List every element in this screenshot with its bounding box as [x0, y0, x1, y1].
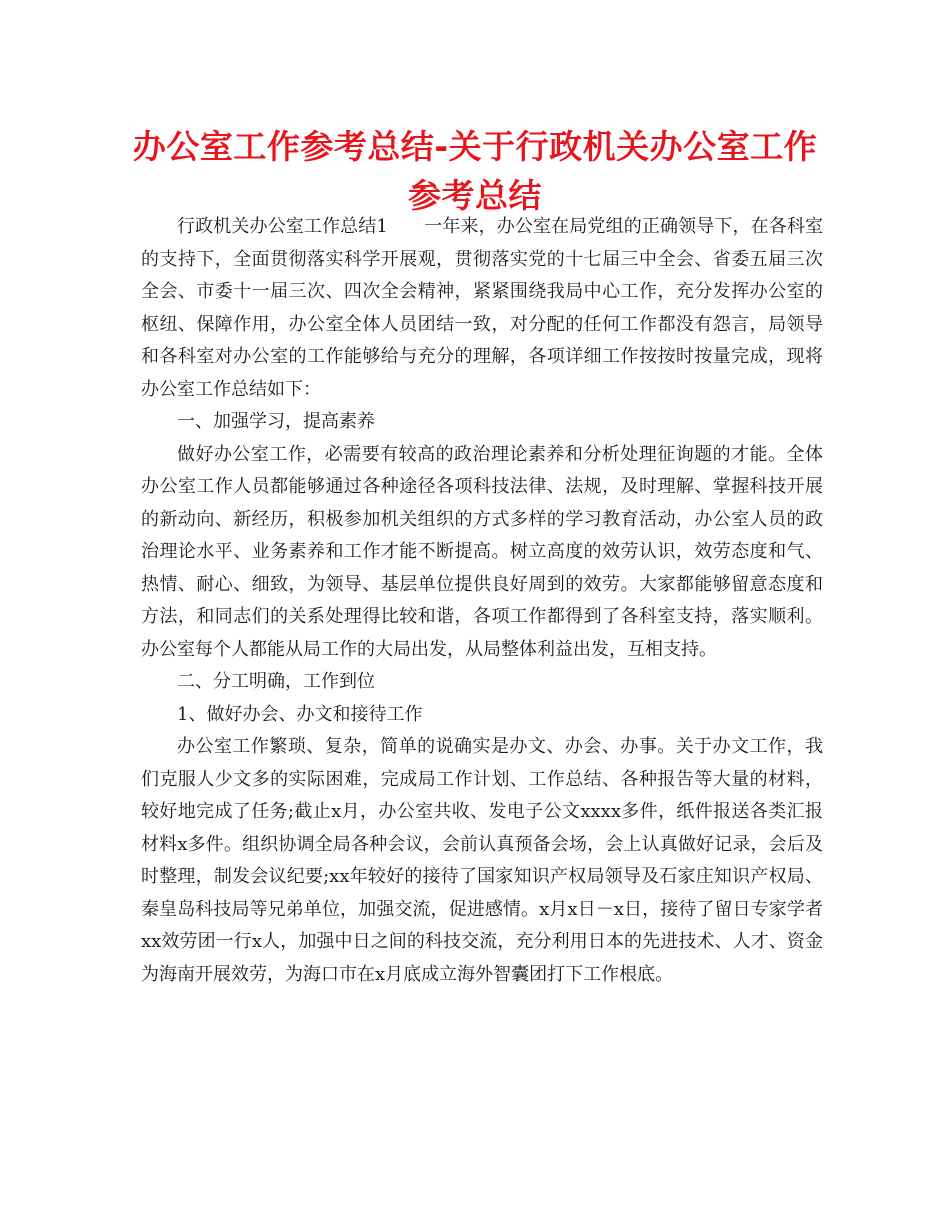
paragraph-intro: 行政机关办公室工作总结1 一年来，办公室在局党组的正确领导下，在各科室的支持下，全面贯彻落实科学开展观，贯彻落实党的十七届三中全会、省委五届三次全会、市委十一届三次、四次全会精神，紧紧围绕我局中心工作，充分发挥办公室的枢纽、保障作用，办公室全体人员团结一致，对分配的任何工作都没有怨言，局领导和各科室对办公室的工作能够给与充分的理解，各项详细工作按按时按量完成，现将办公室工作总结如下：	[141, 216, 823, 400]
heading-section-2: 二、分工明确，工作到位	[177, 671, 375, 692]
document-title: 办公室工作参考总结-关于行政机关办公室工作参考总结	[132, 127, 818, 215]
heading-section-1: 一、加强学习，提高素养	[177, 411, 375, 432]
paragraph-study: 做好办公室工作，必需要有较高的政治理论素养和分析处理征询题的才能。全体办公室工作人员都能够通过各种途径各项科技法律、法规，及时理解、掌握科技开展的新动向、新经历，积极参加机关组织的方式多样的学习教育活动，办公室人员的政治理论水平、业务素养和工作才能不断提高。树立高度的效劳认识，效劳态度和气、热情、耐心、细致，为领导、基层单位提供良好周到的效劳。大家都能够留意态度和方法，和同志们的关系处理得比较和谐，各项工作都得到了各科室支持，落实顺利。办公室每个人都能从局工作的大局出发，从局整体利益出发，互相支持。	[141, 443, 823, 660]
heading-subsection-1: 1、做好办会、办文和接待工作	[177, 703, 423, 725]
paragraph-office-work: 办公室工作繁琐、复杂，简单的说确实是办文、办会、办事。关于办文工作，我们克服人少文多的实际困难，完成局工作计划、工作总结、各种报告等大量的材料，较好地完成了任务;截止x月，办公室共收、发电子公文xxxx多件，纸件报送各类汇报材料x多件。组织协调全局各种会议，会前认真预备会场，会上认真做好记录，会后及时整理，制发会议纪要;xx年较好的接待了国家知识产权局领导及石家庄知识产权局、秦皇岛科技局等兄弟单位，加强交流，促进感情。x月x日－x日，接待了留日专家学者xx效劳团一行x人，加强中日之间的科技交流，充分利用日本的先进技术、人才、资金为海南开展效劳，为海口市在x月底成立海外智囊团打下工作根底。	[141, 736, 823, 985]
document-body	[141, 211, 823, 991]
